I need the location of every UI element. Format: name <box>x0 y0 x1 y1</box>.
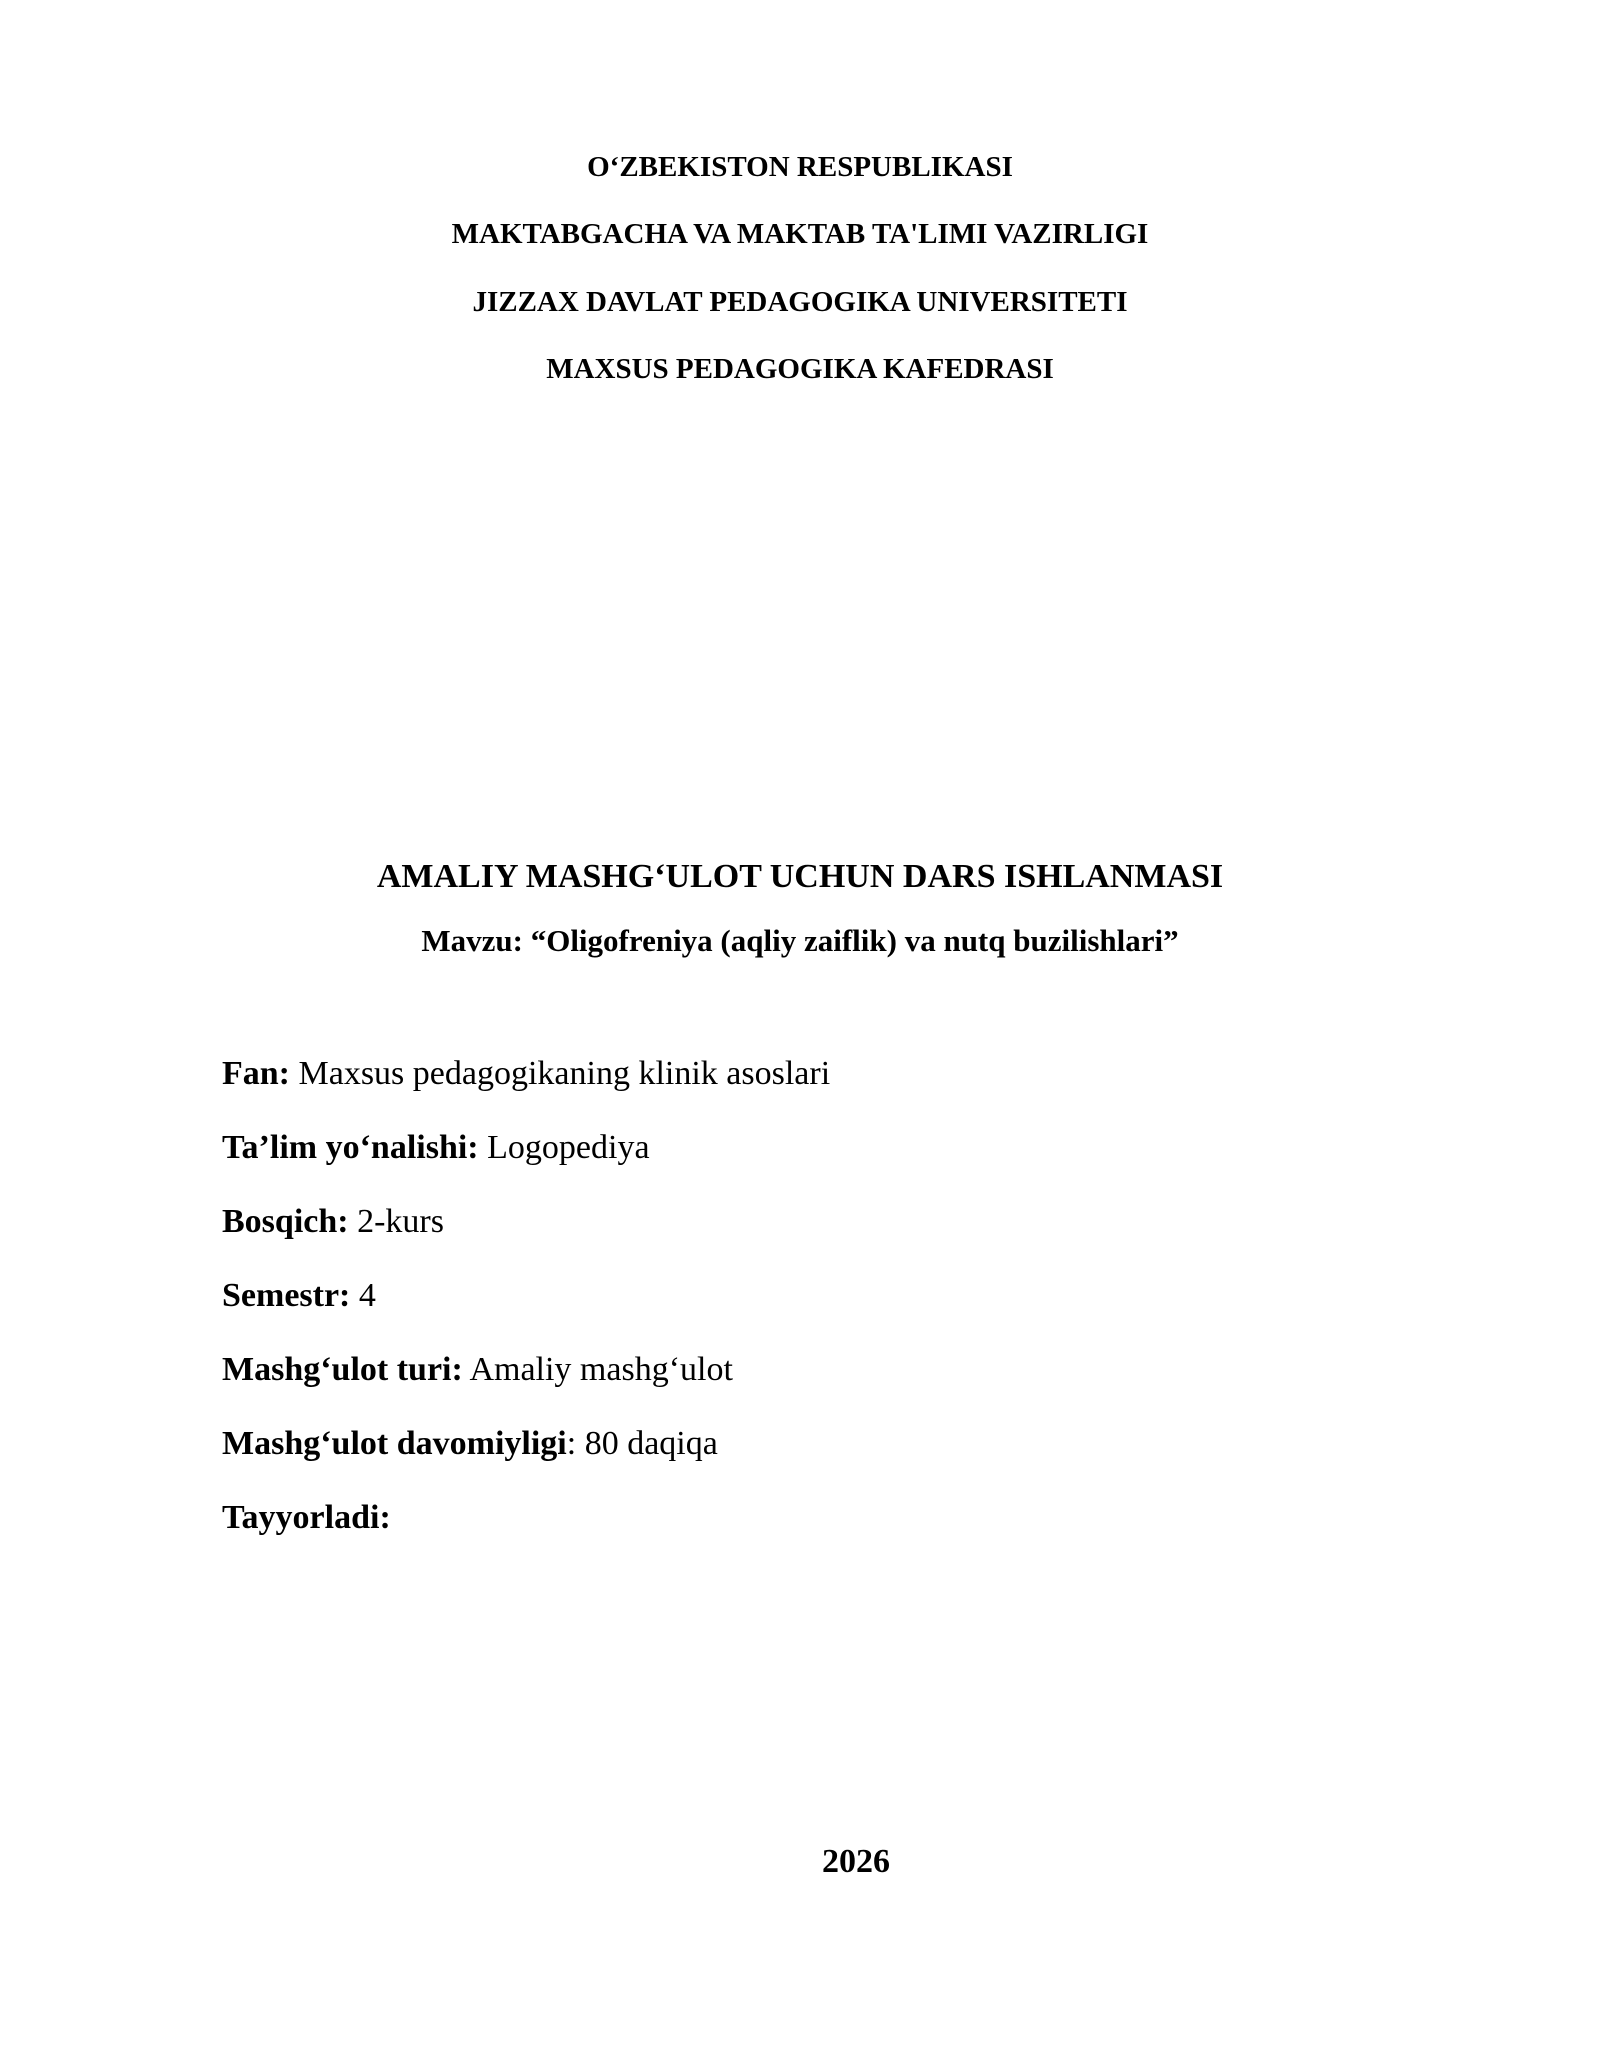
field-subject <box>222 1057 830 1091</box>
field-label: Semestr: <box>222 1277 351 1314</box>
field-label: Tayyorladi: <box>222 1499 391 1536</box>
topic-line <box>0 925 1600 956</box>
field-stage <box>222 1205 444 1239</box>
field-value: Maxsus pedagogikaning klinik asoslari <box>298 1055 831 1092</box>
header-country: O‘ZBEKISTON RESPUBLIKASI <box>587 151 1013 183</box>
field-label: Ta’lim yo‘nalishi: <box>222 1129 479 1166</box>
field-semester <box>222 1279 376 1313</box>
field-label: Bosqich: <box>222 1203 349 1240</box>
field-label: Mashg‘ulot turi: <box>222 1351 463 1388</box>
header-ministry: MAKTABGACHA VA MAKTAB TA'LIMI VAZIRLIGI <box>451 218 1149 250</box>
topic-value: “Oligofreniya (aqliy zaiflik) va nutq buzilishlari” <box>530 923 1179 958</box>
field-lesson-type <box>222 1353 733 1387</box>
topic-label: Mavzu: <box>421 923 523 958</box>
field-value: Logopediya <box>487 1129 650 1166</box>
field-direction <box>222 1131 650 1165</box>
field-value: Amaliy mashg‘ulot <box>469 1351 733 1388</box>
field-value: : 80 daqiqa <box>566 1425 718 1462</box>
field-prepared-by <box>222 1501 391 1535</box>
field-duration <box>222 1427 718 1461</box>
field-label: Mashg‘ulot davomiyligi <box>222 1425 567 1462</box>
header-department: MAXSUS PEDAGOGIKA KAFEDRASI <box>546 353 1054 385</box>
document-year: 2026 <box>822 1843 890 1880</box>
header-university: JIZZAX DAVLAT PEDAGOGIKA UNIVERSITETI <box>472 286 1128 318</box>
document-title: AMALIY MASHG‘ULOT UCHUN DARS ISHLANMASI <box>376 858 1224 895</box>
field-value: 4 <box>358 1277 376 1314</box>
field-label: Fan: <box>222 1055 290 1092</box>
field-value: 2-kurs <box>357 1203 444 1240</box>
